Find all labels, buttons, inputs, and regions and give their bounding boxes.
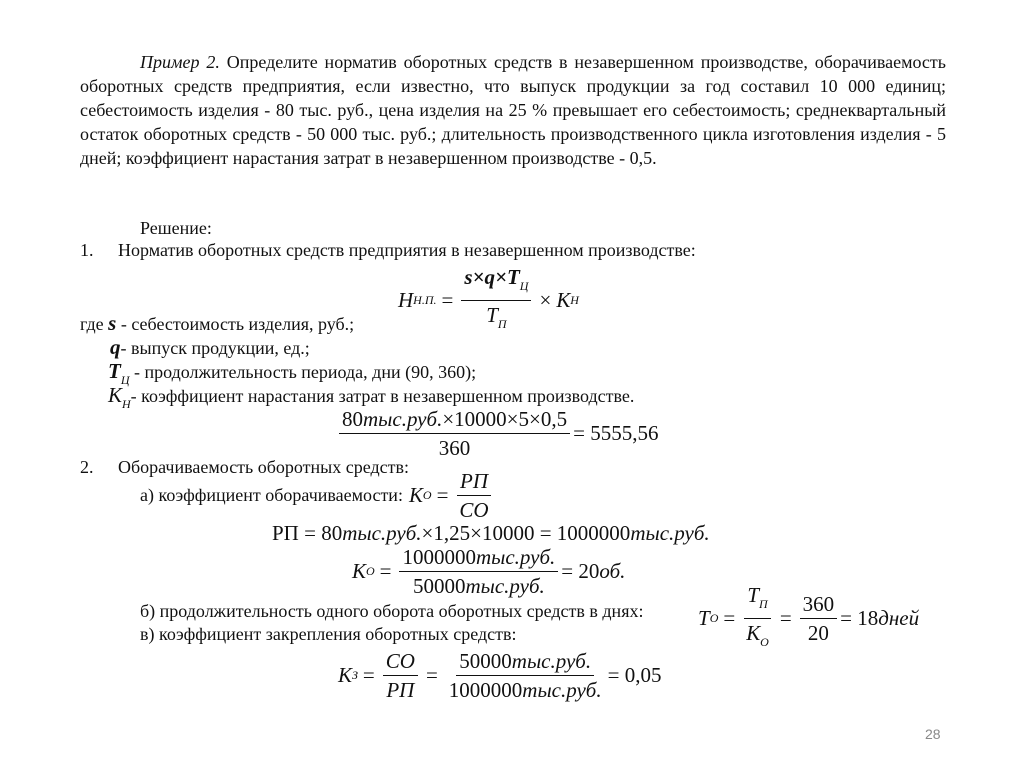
f1-den-sub: П (497, 317, 507, 331)
ko-num-a: 1000000 (402, 545, 476, 569)
f2-den: 360 (438, 436, 471, 460)
to-res-u: дней (878, 606, 920, 630)
f1-k: К (556, 288, 571, 312)
to-den2: 20 (807, 621, 829, 645)
to-num1-sub: П (759, 597, 768, 611)
formula-kz: К З = $\frac{СО}{РП}$ = $\frac{\text{50000тыс.руб.}}{\text{1000000тыс.руб.}}$ = 0,05 (338, 649, 662, 702)
sym-k-sub: Н (121, 397, 131, 411)
f1-lhs: Н (398, 288, 414, 312)
f2-num-b: тыс.руб. (363, 407, 443, 431)
sym-t: T (108, 359, 121, 383)
c-text: в) коэффициент закрепления оборотных средств: (140, 624, 517, 644)
example-text: Определите норматив оборотных средств в незавершенном производстве, оборачиваемость оборотных средств предприятия, если известно, что выпуск продукции за год составил 10 000 единиц; себестоимость изделия - 80 тыс. руб., цена изделия на 25 % превышает его себестоимость; среднеквартальный остаток оборотных средств - 50 000 тыс. руб.; длительность производственного цикла изготовления изделия - 5 дней; коэффициент нарастания затрат в незавершенном производстве - 0,5. (80, 52, 946, 168)
to-lhs-sub: О (709, 611, 719, 625)
kz-num2-a: 50000 (459, 649, 512, 673)
where-text-t: - продолжительность периода, дни (90, 360); (129, 362, 477, 382)
kz-den1: РП (386, 678, 415, 702)
step1-text: Норматив оборотных средств предприятия в незавершенном производстве: (118, 240, 696, 260)
step2-number: 2. (80, 457, 94, 477)
step2-text: Оборачиваемость оборотных средств: (118, 457, 410, 477)
sym-q: q (110, 335, 121, 359)
example-paragraph (80, 50, 946, 170)
formula-rp (272, 521, 710, 546)
a-text: а) коэффициент оборачиваемости: (140, 485, 403, 505)
ko-den-u: тыс.руб. (465, 574, 545, 598)
ko-res-a: = 20 (561, 559, 600, 583)
kz-den2-u: тыс.руб. (522, 678, 602, 702)
step1-number: 1. (80, 240, 94, 260)
ko-num-u: тыс.руб. (475, 545, 556, 569)
rp-u1: тыс.руб. (342, 521, 422, 545)
kz-lhs-sub: З (351, 668, 358, 682)
formula-wip-norm: Н Н.П. = $\frac{s\times q\times T_Ц}{T_П}$ × К Н (398, 265, 579, 331)
to-lhs: Т (698, 606, 710, 630)
a-num: РП (457, 468, 491, 496)
kz-num2-u: тыс.руб. (511, 649, 592, 673)
b-text: б) продолжительность одного оборота оборотных средств в днях: (140, 601, 644, 621)
example-label: Пример 2. (140, 52, 220, 72)
where-text-q: - выпуск продукции, ед.; (120, 338, 310, 358)
formula-wip-calc (336, 406, 658, 461)
to-den1: К (746, 621, 761, 645)
solution-label: Решение: (140, 218, 212, 238)
where-prefix: где (80, 314, 104, 334)
rp-mid: ×1,25×10000 = 1000000 (421, 521, 631, 545)
a-lhs: К (408, 483, 423, 507)
sym-t-sub: Ц (120, 373, 130, 387)
where-text-s: - себестоимость изделия, руб.; (116, 314, 355, 334)
to-num2: 360 (800, 591, 838, 619)
rp-lhs: РП = 80 (272, 521, 343, 545)
to-den1-sub: О (760, 635, 769, 649)
kz-res: = 0,05 (607, 663, 662, 687)
f1-num-sub: Ц (519, 279, 529, 293)
rp-u2: тыс.руб. (630, 521, 710, 545)
f1-lhs-sub: Н.П. (413, 293, 437, 307)
kz-num1: СО (383, 648, 418, 676)
a-lhs-sub: О (422, 488, 432, 502)
to-res-a: = 18 (840, 606, 879, 630)
sym-k: К (108, 383, 122, 407)
a-den: СО (459, 498, 489, 522)
formula-ko: К О = $\frac{\text{1000000тыс.руб.}}{\text{50000тыс.руб.}}$ = 20 об. (352, 545, 626, 598)
ko-den-a: 50000 (412, 574, 466, 598)
where-item-q (110, 335, 310, 360)
where-item-s (80, 311, 354, 336)
f2-num-c: ×10000×5×0,5 (442, 407, 568, 431)
page-number: 28 (925, 726, 941, 742)
ko-lhs: К (352, 559, 366, 583)
ko-res-u: об. (599, 559, 626, 583)
f2-result: = 5555,56 (573, 421, 659, 445)
f1-den: T (486, 303, 498, 327)
f1-k-sub: Н (570, 293, 579, 307)
kz-lhs: К (338, 663, 352, 687)
f2-num-a: 80 (342, 407, 363, 431)
sym-s: s (108, 311, 117, 335)
turnover-coef-row: а) коэффициент оборачиваемости: К О = $\frac{РП}{СО}$ (140, 468, 495, 523)
where-text-k: - коэффициент нарастания затрат в незавершенном производстве. (130, 386, 635, 406)
ko-lhs-sub: О (365, 564, 375, 578)
kz-den2-a: 1000000 (448, 678, 523, 702)
formula-to: Т О = $\frac{Т_П}{К_О}$ = $\frac{360}{20}$ = 18 дней (698, 583, 920, 649)
to-num1: Т (747, 583, 760, 607)
f1-num: s×q×T (464, 265, 520, 289)
